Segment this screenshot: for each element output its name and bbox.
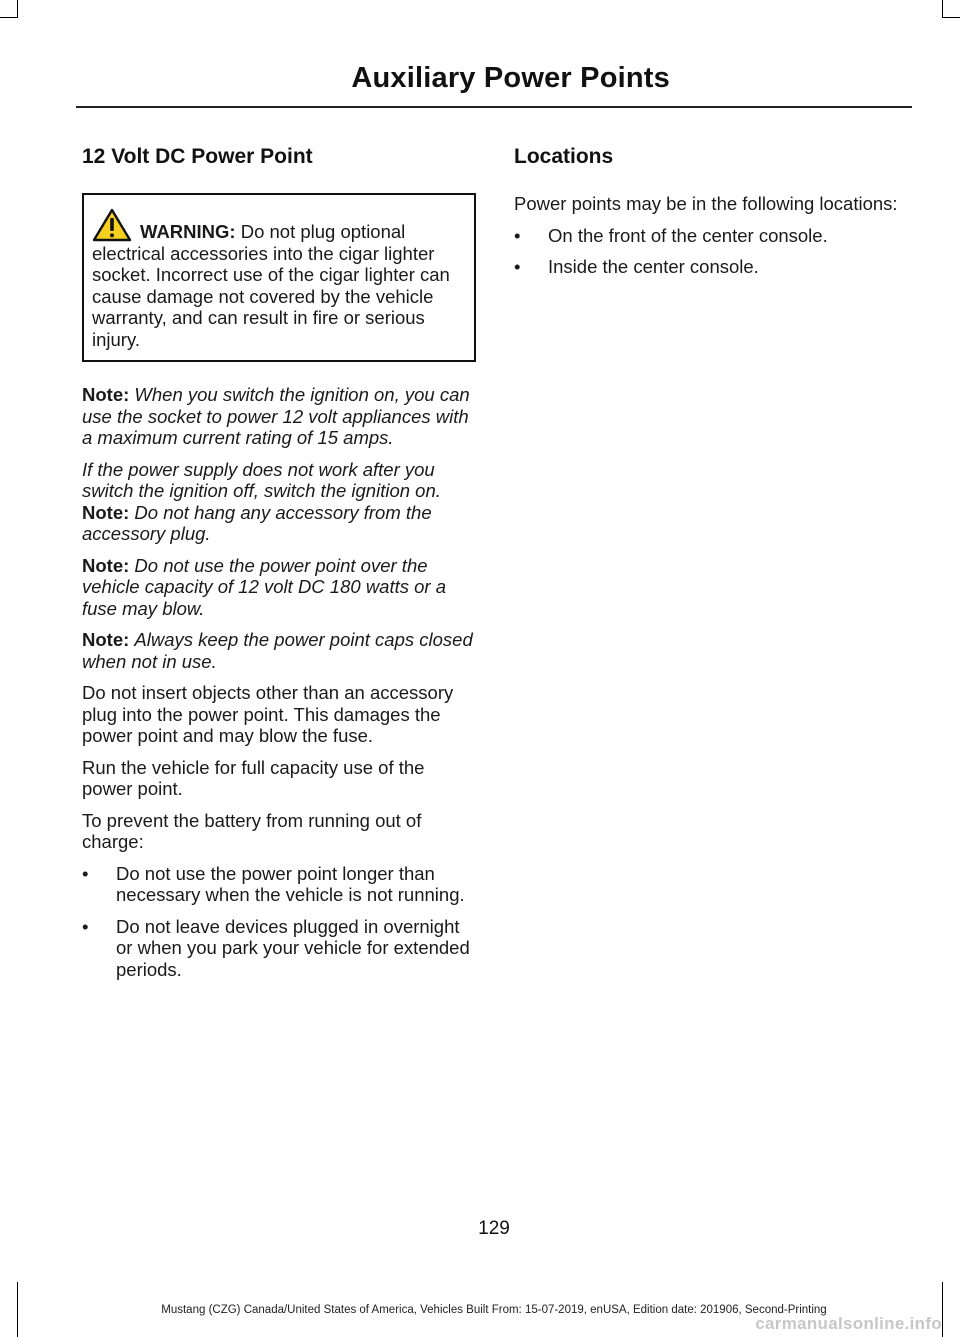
page-number: 129: [478, 1218, 510, 1239]
note-paragraph: [82, 502, 476, 545]
list-item-text: On the front of the center console.: [548, 224, 828, 246]
crop-mark: [942, 17, 960, 18]
note-text: Do not use the power point over the vehicle capacity of 12 volt DC 180 watts or a fuse may blow.: [82, 554, 447, 619]
warning-box: [82, 193, 476, 362]
bullet-mark: •: [514, 256, 521, 277]
section-heading-locations: Locations: [514, 145, 614, 168]
note-text: When you switch the ignition on, you can use the socket to power 12 volt appliances with a maximum current rating of 15 amps.: [82, 384, 470, 448]
list-item: [514, 256, 912, 278]
section-heading-power-point: 12 Volt DC Power Point: [82, 145, 313, 168]
note-paragraph: [82, 555, 476, 620]
watermark: carmanualsonline.info: [755, 1314, 942, 1333]
list-item-text: Do not leave devices plugged in overnight or when you park your vehicle for extended periods.: [116, 915, 470, 980]
warning-triangle-icon: [92, 208, 132, 242]
body-paragraph: Do not insert objects other than an accessory plug into the power point. This damages the power point and may blow the fuse.: [82, 682, 454, 746]
list-item-text: Do not use the power point longer than necessary when the vehicle is not running.: [116, 862, 465, 905]
list-item: [82, 916, 476, 981]
body-paragraph: Power points may be in the following locations:: [514, 193, 898, 214]
bullet-list: [82, 863, 476, 981]
body-paragraph: Run the vehicle for full capacity use of the power point.: [82, 756, 425, 799]
warning-text: Do not plug optional electrical accessories into the cigar lighter socket. Incorrect use of the cigar lighter can cause damage not covered by the vehicle warranty, and can result in fire or serious injury.: [92, 221, 450, 350]
right-column: [514, 145, 912, 288]
crop-mark: [942, 0, 943, 18]
crop-mark: [0, 17, 18, 18]
note-label: Note:: [82, 629, 130, 650]
left-column: [82, 145, 476, 990]
bullet-mark: •: [82, 915, 89, 937]
page-footer: Mustang (CZG) Canada/United States of America, Vehicles Built From: 15-07-2019, enUSA, Edition date: 201906, Second-Printing: [161, 1304, 827, 1316]
bullet-mark: •: [82, 862, 89, 884]
bullet-list: [514, 225, 912, 278]
note-paragraph: [82, 629, 476, 672]
header-divider: [76, 106, 912, 108]
bullet-mark: •: [514, 224, 521, 246]
note-text: Always keep the power point caps closed when not in use.: [82, 629, 473, 672]
note-paragraph: [82, 384, 476, 449]
note-label: Note:: [82, 501, 130, 523]
body-paragraph: To prevent the battery from running out of charge:: [82, 809, 422, 852]
list-item-text: Inside the center console.: [548, 256, 759, 277]
warning-label: WARNING:: [140, 221, 236, 242]
list-item: [82, 863, 476, 906]
note-text: Do not hang any accessory from the accessory plug.: [82, 501, 432, 544]
page-header-title: Auxiliary Power Points: [351, 62, 670, 94]
list-item: [514, 225, 912, 247]
note-label: Note:: [82, 384, 130, 405]
crop-mark: [17, 0, 18, 18]
note-label: Note:: [82, 554, 130, 576]
italic-paragraph: If the power supply does not work after you switch the ignition off, switch the ignition on.: [82, 458, 441, 501]
